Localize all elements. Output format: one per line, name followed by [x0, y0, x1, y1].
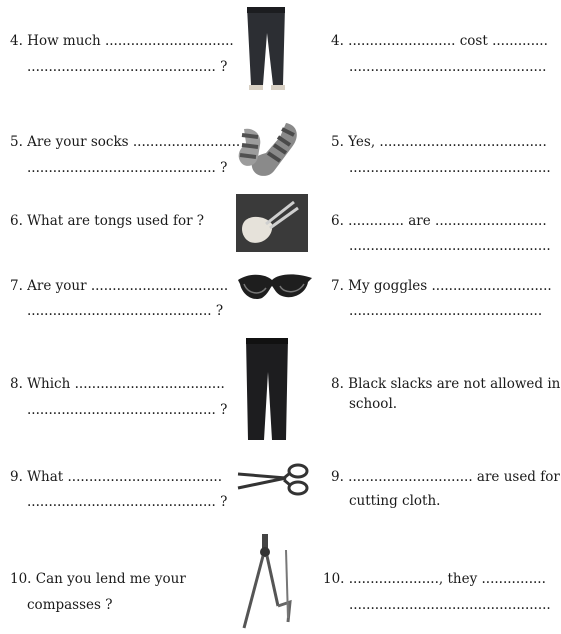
tongs-icon: [236, 194, 308, 252]
question-6-line-1: 6. What are tongs used for ?: [10, 213, 205, 229]
question-5-line-2: ............................................ ?: [27, 160, 228, 176]
answer-5-line-2: ...............................................: [349, 160, 551, 176]
question-9-line-2: ............................................ ?: [27, 494, 228, 510]
question-10-line-1: 10. Can you lend me your: [10, 571, 186, 587]
socks-icon: [236, 117, 304, 179]
goggles-icon: [236, 270, 314, 306]
slacks-icon: [240, 336, 294, 444]
answer-8-line-2: school.: [349, 396, 398, 412]
question-4-line-2: ............................................ ?: [27, 59, 228, 75]
question-7-line-1: 7. Are your ................................: [10, 278, 229, 294]
answer-10-line-1: 10. ....................., they ...............: [323, 571, 546, 587]
answer-4-line-2: ..............................................: [349, 59, 547, 75]
answer-8-line-1: 8. Black slacks are not allowed in: [331, 376, 561, 392]
trousers-icon: [243, 5, 289, 91]
question-7-line-2: ........................................... ?: [27, 303, 224, 319]
answer-6-line-2: ...............................................: [349, 238, 551, 254]
answer-5-line-1: 5. Yes, .......................................: [331, 134, 547, 150]
question-8-line-2: ............................................ ?: [27, 402, 228, 418]
answer-7-line-2: .............................................: [349, 303, 543, 319]
question-10-line-2: compasses ?: [27, 597, 113, 613]
question-5-line-1: 5. Are your socks .........................: [10, 134, 241, 150]
compasses-icon: [238, 532, 300, 632]
question-8-line-1: 8. Which ...................................: [10, 376, 225, 392]
question-4-line-1: 4. How much ..............................: [10, 33, 234, 49]
answer-10-line-2: ...............................................: [349, 597, 551, 613]
scissors-icon: [236, 462, 316, 498]
question-9-line-1: 9. What ....................................: [10, 469, 222, 485]
answer-7-line-1: 7. My goggles ............................: [331, 278, 552, 294]
answer-6-line-1: 6. ............. are ..........................: [331, 213, 547, 229]
answer-4-line-1: 4. ......................... cost .............: [331, 33, 548, 49]
answer-9-line-2: cutting cloth.: [349, 493, 441, 509]
answer-9-line-1: 9. ............................. are used for: [331, 469, 560, 485]
